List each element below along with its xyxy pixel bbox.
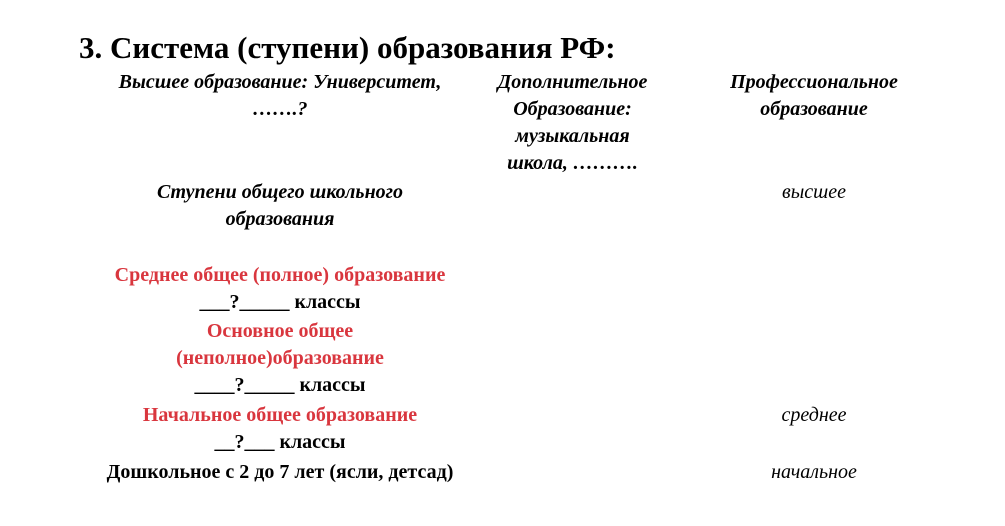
header-higher-line1: Высшее образование: Университет, [118, 71, 442, 93]
page-title: 3. Система (ступени) образования РФ: [79, 30, 616, 65]
stage-secondary-name: Среднее общее (полное) образование [114, 264, 446, 286]
header-professional-education [700, 69, 928, 123]
stage-secondary-full [70, 262, 490, 316]
header-extra-line3: музыкальная [515, 125, 630, 147]
stage-basic-general [80, 318, 480, 399]
header-higher-line2: …….? [252, 98, 308, 120]
professional-level-middle: среднее [781, 404, 847, 426]
school-heading-line1: Ступени общего школьного [156, 181, 404, 203]
header-prof-line1: Профессиональное [730, 71, 898, 93]
stage-basic-name-line1: Основное общее [206, 320, 354, 342]
header-higher-education [80, 69, 480, 123]
stage-basic-grades: ____?_____ классы [194, 374, 366, 396]
professional-level-initial: начальное [771, 461, 857, 483]
header-prof-line2: образование [760, 98, 868, 120]
stage-primary-general [80, 402, 480, 456]
stage-primary-grades: __?___ классы [214, 431, 346, 453]
school-heading-line2: образования [225, 208, 335, 230]
stage-basic-name-line2: (неполное)образование [176, 347, 384, 369]
header-extra-line4: школа, ………. [507, 152, 638, 174]
stage-secondary-grades: ___?_____ классы [199, 291, 361, 313]
header-additional-education [465, 69, 680, 177]
header-extra-line1: Дополнительное [497, 71, 648, 93]
stage-preschool: Дошкольное с 2 до 7 лет (ясли, детсад) [106, 461, 454, 483]
school-stages-heading [80, 179, 480, 233]
header-extra-line2: Образование: [513, 98, 632, 120]
professional-level-higher: высшее [782, 181, 846, 203]
stage-primary-name: Начальное общее образование [142, 404, 418, 426]
